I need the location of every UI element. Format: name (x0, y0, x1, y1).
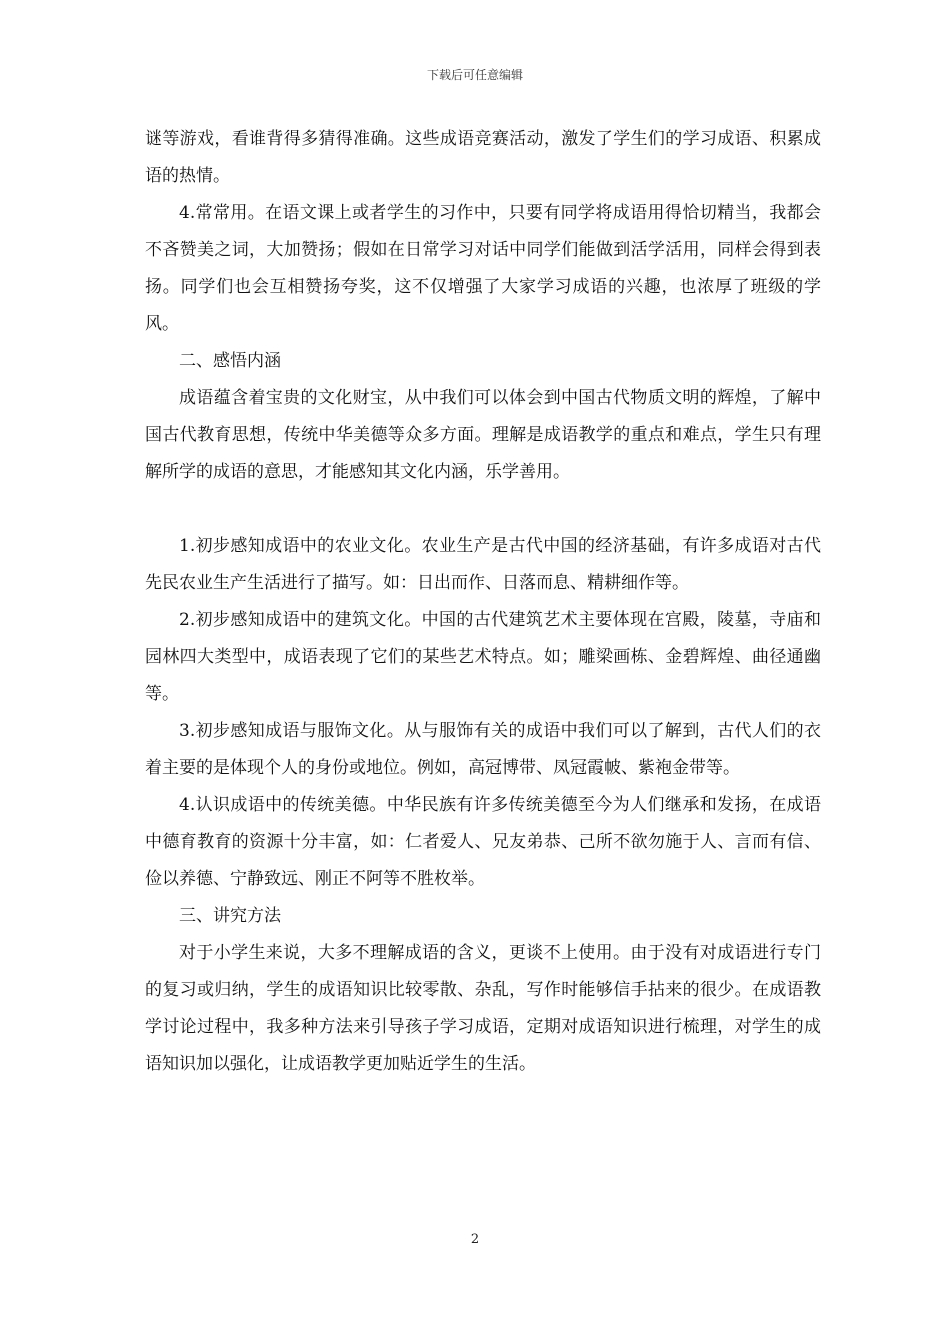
page-header: 下载后可任意编辑 (426, 68, 523, 82)
paragraph-architecture: 2.初步感知成语中的建筑文化。中国的古代建筑艺术主要体现在宫殿，陵墓，寺庙和园林四大类型中，成语表现了它们的某些艺术特点。如；雕梁画栋、金碧辉煌、曲径通幽等。 (145, 610, 821, 704)
paragraph-clothing: 3.初步感知成语与服饰文化。从与服饰有关的成语中我们可以了解到，古代人们的衣着主要的是体现个人的身份或地位。例如，高冠博带、凤冠霞帔、紫袍金带等。 (145, 721, 821, 778)
paragraph-section-2-intro: 成语蕴含着宝贵的文化财宝，从中我们可以体会到中国古代物质文明的辉煌，了解中国古代教育思想，传统中华美德等众多方面。理解是成语教学的重点和难点，学生只有理解所学的成语的意思，才能感知其文化内涵，乐学善用。 (145, 388, 821, 482)
paragraph-agriculture: 1.初步感知成语中的农业文化。农业生产是古代中国的经济基础，有许多成语对古代先民农业生产生活进行了描写。如：日出而作、日落而息、精耕细作等。 (145, 536, 821, 593)
section-heading-2: 二、感悟内涵 (179, 351, 281, 371)
paragraph-section-3-intro: 对于小学生来说，大多不理解成语的含义，更谈不上使用。由于没有对成语进行专门的复习或归纳，学生的成语知识比较零散、杂乱，写作时能够信手拈来的很少。在成语教学讨论过程中，我多种方法来引导孩子学习成语，定期对成语知识进行梳理，对学生的成语知识加以强化，让成语教学更加贴近学生的生活。 (145, 943, 821, 1074)
paragraph-continuation: 谜等游戏，看谁背得多猜得准确。这些成语竞赛活动，激发了学生们的学习成语、积累成语的热情。 (145, 129, 821, 186)
paragraph-virtues: 4.认识成语中的传统美德。中华民族有许多传统美德至今为人们继承和发扬，在成语中德育教育的资源十分丰富，如：仁者爱人、兄友弟恭、己所不欲勿施于人、言而有信、俭以养德、宁静致远、刚正不阿等不胜枚举。 (145, 795, 821, 889)
section-heading-3: 三、讲究方法 (179, 906, 281, 926)
paragraph-item-4-use: 4.常常用。在语文课上或者学生的习作中，只要有同学将成语用得恰切精当，我都会不吝赞美之词，大加赞扬；假如在日常学习对话中同学们能做到活学活用，同样会得到表扬。同学们也会互相赞扬夸奖，这不仅增强了大家学习成语的兴趣，也浓厚了班级的学风。 (145, 203, 821, 334)
page-number: 2 (470, 1232, 480, 1247)
document-body (145, 121, 821, 1083)
